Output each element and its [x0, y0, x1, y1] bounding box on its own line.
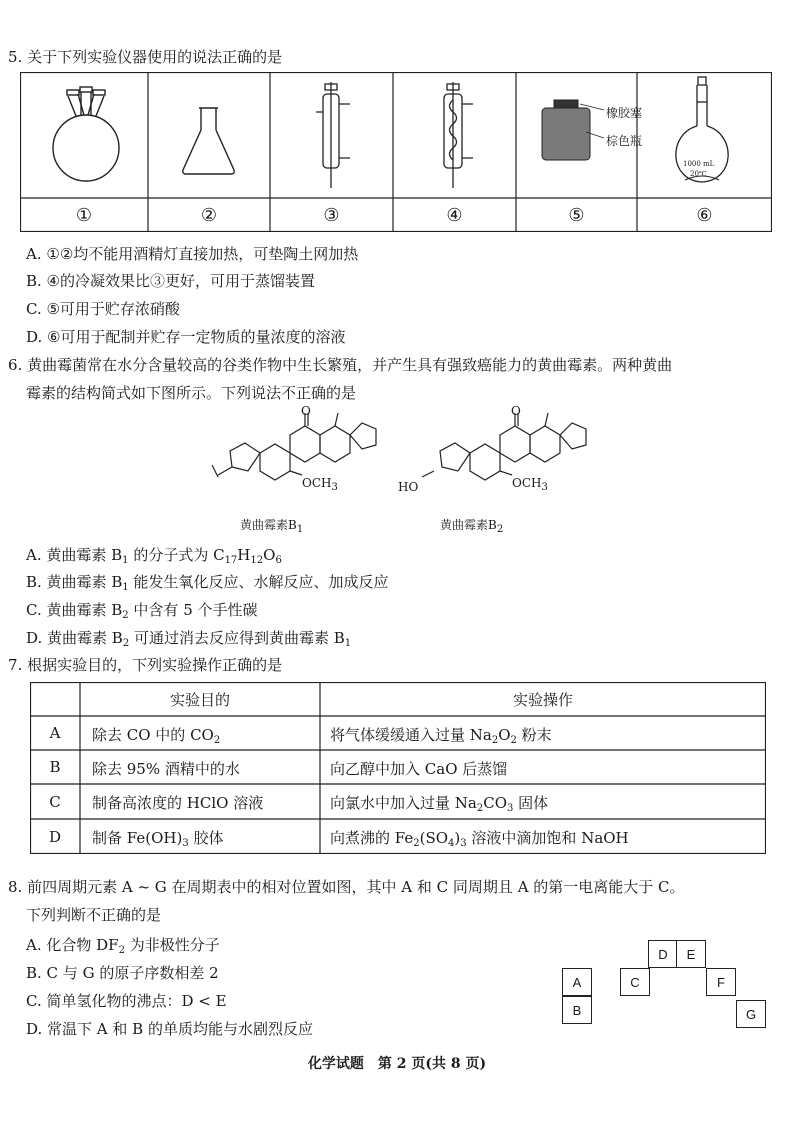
- flask-mark-volume: 1000 mL: [683, 160, 715, 168]
- q8-option-b: B. C 与 G 的原子序数相差 2: [26, 964, 219, 982]
- label-6: ⑥: [696, 204, 713, 226]
- label-5: ⑤: [568, 204, 585, 226]
- element-g: G: [736, 1000, 766, 1028]
- label-2: ②: [200, 204, 218, 226]
- q7-row-c-operation: 向氯水中加入过量 $Na_2CO_3$ 固体: [330, 794, 549, 814]
- q5-stem: 5. 关于下列实验仪器使用的说法正确的是: [8, 48, 283, 66]
- q7-row-d-purpose: 制备 $Fe(OH)_3$ 胶体: [92, 829, 224, 849]
- b1-group: $OCH_3$: [302, 476, 338, 493]
- brown-bottle-icon: [542, 100, 604, 160]
- b1-o-carbonyl: O: [301, 404, 311, 418]
- q6-stem-line1: 6. 黄曲霉菌常在水分含量较高的谷类作物中生长繁殖，并产生具有强致癌能力的黄曲霉素。两种黄曲: [8, 356, 673, 374]
- q6-stem-line2: 霉素的结构简式如下图所示。下列说法不正确的是: [26, 384, 357, 402]
- q8-option-a: A. 化合物 $DF_2$ 为非极性分子: [26, 936, 220, 956]
- q7-row-b-label: B: [49, 758, 61, 776]
- q6-option-a: A. 黄曲霉素 $B_1$ 的分子式为 $C_{17}H_{12}O_6$: [26, 546, 282, 566]
- q5-option-a: A. ①②均不能用酒精灯直接加热，可垫陶土网加热: [26, 245, 359, 263]
- bottle-label-stopper: 橡胶塞: [606, 106, 643, 120]
- q7-row-d-label: D: [48, 827, 62, 846]
- b2-ho: HO: [398, 480, 419, 494]
- three-neck-flask-icon: [53, 87, 119, 181]
- page-footer: 化学试题 第 2 页(共 8 页): [307, 1056, 487, 1072]
- b1-caption: 黄曲霉素$B_1$: [240, 518, 304, 535]
- b2-group: $OCH_3$: [512, 476, 548, 493]
- conical-flask-icon: [183, 108, 234, 174]
- b2-caption: 黄曲霉素$B_2$: [440, 518, 504, 535]
- element-b: B: [562, 996, 592, 1024]
- label-1: ①: [75, 204, 93, 226]
- b2-o-carbonyl: O: [511, 404, 521, 418]
- q8-stem-line2: 下列判断不正确的是: [26, 906, 162, 924]
- element-d: D: [648, 940, 678, 968]
- q7-stem: 7. 根据实验目的，下列实验操作正确的是: [8, 656, 283, 674]
- flask-mark-temp: 20℃: [690, 170, 707, 178]
- q5-option-c: C. ⑤可用于贮存浓硝酸: [26, 300, 180, 318]
- straight-condenser-icon: [316, 82, 350, 188]
- q5-option-b: B. ④的冷凝效果比③更好，可用于蒸馏装置: [26, 272, 316, 290]
- bulb-condenser-icon: [444, 82, 473, 188]
- element-a: A: [562, 968, 592, 996]
- q5-option-d: D. ⑥可用于配制并贮存一定物质的量浓度的溶液: [26, 328, 346, 346]
- q7-row-a-operation: 将气体缓缓通入过量 $Na_2O_2$ 粉末: [330, 726, 552, 746]
- q8-option-d: D. 常温下 A 和 B 的单质均能与水剧烈反应: [26, 1020, 313, 1038]
- q8-option-c: C. 简单氢化物的沸点：D < E: [26, 992, 227, 1010]
- q6-option-d: D. 黄曲霉素 $B_2$ 可通过消去反应得到黄曲霉素 $B_1$: [26, 629, 352, 649]
- element-f: F: [706, 968, 736, 996]
- q8-stem-line1: 8. 前四周期元素 A ~ G 在周期表中的相对位置如图，其中 A 和 C 同周期且 A 的第一电离能大于 C。: [8, 878, 685, 896]
- q7-row-a-purpose: 除去 CO 中的 $CO_2$: [92, 726, 221, 746]
- element-e: E: [676, 940, 706, 968]
- q7-row-b-operation: 向乙醇中加入 CaO 后蒸馏: [330, 760, 508, 778]
- bottle-label-brown: 棕色瓶: [606, 134, 643, 148]
- q7-row-a-label: A: [49, 724, 61, 742]
- q7-head-operation: 实验操作: [512, 690, 573, 709]
- q7-head-purpose: 实验目的: [169, 690, 230, 709]
- aflatoxin-structures: [190, 405, 590, 505]
- element-c: C: [620, 968, 650, 996]
- q7-row-b-purpose: 除去 95% 酒精中的水: [92, 760, 240, 778]
- q7-row-c-label: C: [49, 792, 61, 811]
- q6-option-c: C. 黄曲霉素 $B_2$ 中含有 5 个手性碳: [26, 601, 258, 621]
- label-4: ④: [446, 204, 463, 226]
- q6-option-b: B. 黄曲霉素 $B_1$ 能发生氧化反应、水解反应、加成反应: [26, 573, 389, 593]
- q7-row-d-operation: 向煮沸的 $Fe_2(SO_4)_3$ 溶液中滴加饱和 NaOH: [330, 829, 629, 849]
- label-3: ③: [323, 204, 340, 226]
- q7-row-c-purpose: 制备高浓度的 HClO 溶液: [92, 794, 264, 812]
